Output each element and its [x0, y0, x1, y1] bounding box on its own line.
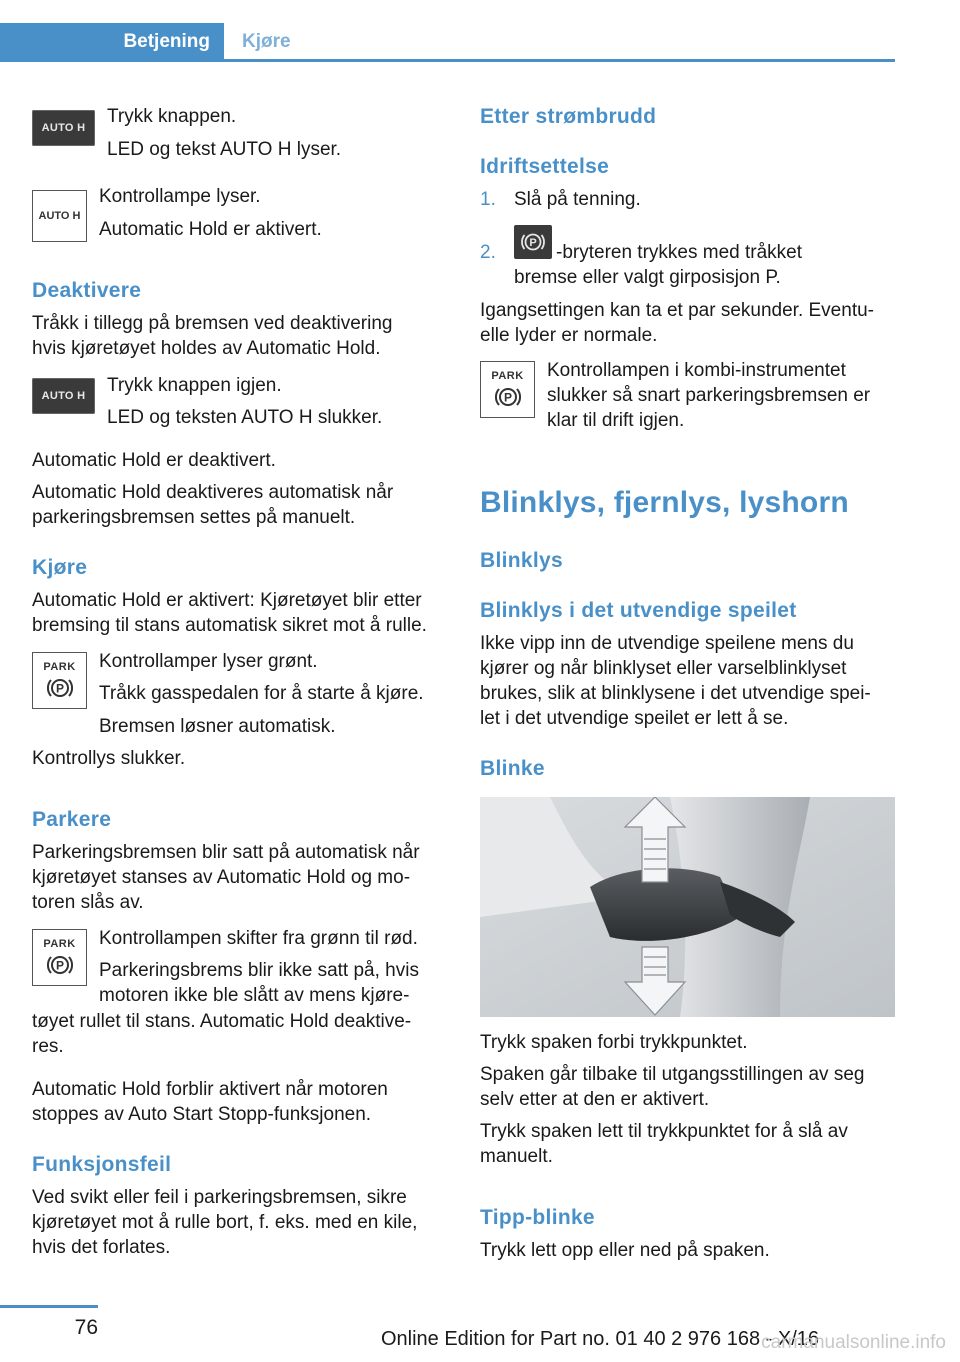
step-text: Automatic Hold er aktivert.	[99, 219, 322, 240]
step-text: Kontrollampe lyser.	[99, 186, 261, 207]
svg-text:P: P	[55, 958, 64, 972]
paragraph-line: Kontrollys slukker.	[32, 748, 186, 769]
edition-text: Online Edition for Part no. 01 40 2 976 168 - X/16	[380, 1328, 820, 1350]
page-number: 76	[74, 1316, 98, 1339]
step-text: slukker så snart parkeringsbremsen er	[547, 385, 871, 406]
subsection-heading: Blinke	[480, 757, 545, 780]
step-text: res.	[32, 1036, 64, 1057]
tab-label: Kjøre	[242, 30, 291, 52]
paragraph-line: brukes, slik at blinklysene i det utvendige spei-	[480, 683, 871, 704]
svg-text:P: P	[503, 390, 512, 404]
paragraph-line: Automatic Hold forblir aktivert når motoren	[32, 1079, 388, 1100]
section-heading: Etter strømbrudd	[480, 105, 657, 128]
tab-kjore[interactable]	[224, 23, 334, 59]
step-text: bremse eller valgt girposisjon P.	[514, 267, 781, 288]
chapter-heading: Blinklys, fjernlys, lyshorn	[480, 486, 849, 519]
paragraph-line: Igangsettingen kan ta et par sekunder. Eventu-	[480, 300, 874, 321]
step-text: Kontrollampen skifter fra grønn til rød.	[99, 928, 418, 949]
step-text: Slå på tenning.	[514, 189, 641, 210]
subsection-heading: Tipp-blinke	[480, 1206, 595, 1229]
paragraph-line: Spaken går tilbake til utgangsstillingen av seg	[480, 1064, 865, 1085]
step-text: Bremsen løsner automatisk.	[99, 716, 336, 737]
paragraph-line: kjøretøyet mot å rulle bort, f. eks. med en kile,	[32, 1212, 418, 1233]
paragraph-line: Trykk spaken forbi trykkpunktet.	[480, 1032, 748, 1053]
section-heading: Funksjonsfeil	[32, 1153, 172, 1176]
auto-h-button-icon: AUTO H	[32, 378, 95, 414]
auto-h-button-icon: AUTO H	[32, 110, 95, 146]
paragraph-line: Automatic Hold deaktiveres automatisk når	[32, 482, 394, 503]
tab-betjening[interactable]	[0, 23, 224, 59]
paragraph-line: Automatic Hold er aktivert: Kjøretøyet blir etter	[32, 590, 422, 611]
header-divider	[0, 59, 895, 62]
paragraph-line: Ved svikt eller feil i parkeringsbremsen, sikre	[32, 1187, 407, 1208]
paragraph-line: Ikke vipp inn de utvendige speilene mens du	[480, 633, 854, 654]
auto-h-lamp-icon: AUTO H	[32, 190, 87, 242]
section-heading: Parkere	[32, 808, 112, 831]
paragraph-line: manuelt.	[480, 1146, 553, 1167]
paragraph-line: selv etter at den er aktivert.	[480, 1089, 710, 1110]
step-number: 1.	[480, 189, 496, 210]
step-text: LED og teksten AUTO H slukker.	[107, 407, 383, 428]
step-number: 2.	[480, 242, 496, 263]
turn-signal-lever-illustration	[480, 797, 895, 1017]
step-text: Trykk knappen igjen.	[107, 375, 282, 396]
subsection-heading: Blinklys i det utvendige speilet	[480, 599, 797, 622]
paragraph-line: let i det utvendige speilet er lett å se.	[480, 708, 789, 729]
park-lamp-icon: PARK P	[32, 652, 87, 709]
park-lamp-icon: PARK P	[480, 361, 535, 418]
step-text: klar til drift igjen.	[547, 410, 685, 431]
paragraph-line: kjøretøyet stanses av Automatic Hold og mo-	[32, 867, 411, 888]
step-text: motoren ikke ble slått av mens kjøre-	[99, 985, 410, 1006]
section-heading: Kjøre	[32, 556, 88, 579]
step-text: Trykk knappen.	[107, 106, 237, 127]
paragraph-line: parkeringsbremsen settes på manuelt.	[32, 507, 356, 528]
step-text: Kontrollamper lyser grønt.	[99, 651, 318, 672]
footer-divider	[0, 1305, 98, 1308]
paragraph-line: elle lyder er normale.	[480, 325, 658, 346]
section-heading: Deaktivere	[32, 279, 142, 302]
paragraph-line: kjører og når blinklyset eller varselblinklyset	[480, 658, 847, 679]
paragraph-line: bremsing til stans automatisk sikret mot å rulle.	[32, 615, 427, 636]
step-text: -bryteren trykkes med tråkket	[556, 242, 803, 263]
park-lamp-icon: PARK P	[32, 929, 87, 986]
paragraph-line: hvis det forlates.	[32, 1237, 171, 1258]
paragraph-line: Tråkk i tillegg på bremsen ved deaktivering	[32, 313, 393, 334]
paragraph-line: Automatic Hold er deaktivert.	[32, 450, 276, 471]
svg-text:P: P	[55, 681, 64, 695]
step-text: LED og tekst AUTO H lyser.	[107, 139, 342, 160]
section-heading: Blinklys	[480, 549, 563, 572]
watermark: carmanualsonline.info	[761, 1332, 946, 1353]
paragraph-line: Trykk spaken lett til trykkpunktet for å slå av	[480, 1121, 848, 1142]
step-text: Kontrollampen i kombi-instrumentet	[547, 360, 846, 381]
subsection-heading: Idriftsettelse	[480, 155, 610, 178]
parking-brake-switch-icon	[514, 225, 552, 259]
step-text: Parkeringsbrems blir ikke satt på, hvis	[99, 960, 419, 981]
svg-text:P: P	[529, 237, 537, 249]
paragraph-line: stoppes av Auto Start Stopp-funksjonen.	[32, 1104, 372, 1125]
paragraph-line: Parkeringsbremsen blir satt på automatisk når	[32, 842, 420, 863]
paragraph-line: Trykk lett opp eller ned på spaken.	[480, 1240, 770, 1261]
paragraph-line: toren slås av.	[32, 892, 144, 913]
step-text: tøyet rullet til stans. Automatic Hold deaktive-	[32, 1011, 412, 1032]
paragraph-line: hvis kjøretøyet holdes av Automatic Hold.	[32, 338, 381, 359]
step-text: Tråkk gasspedalen for å starte å kjøre.	[99, 683, 424, 704]
tab-label: Betjening	[123, 30, 210, 52]
